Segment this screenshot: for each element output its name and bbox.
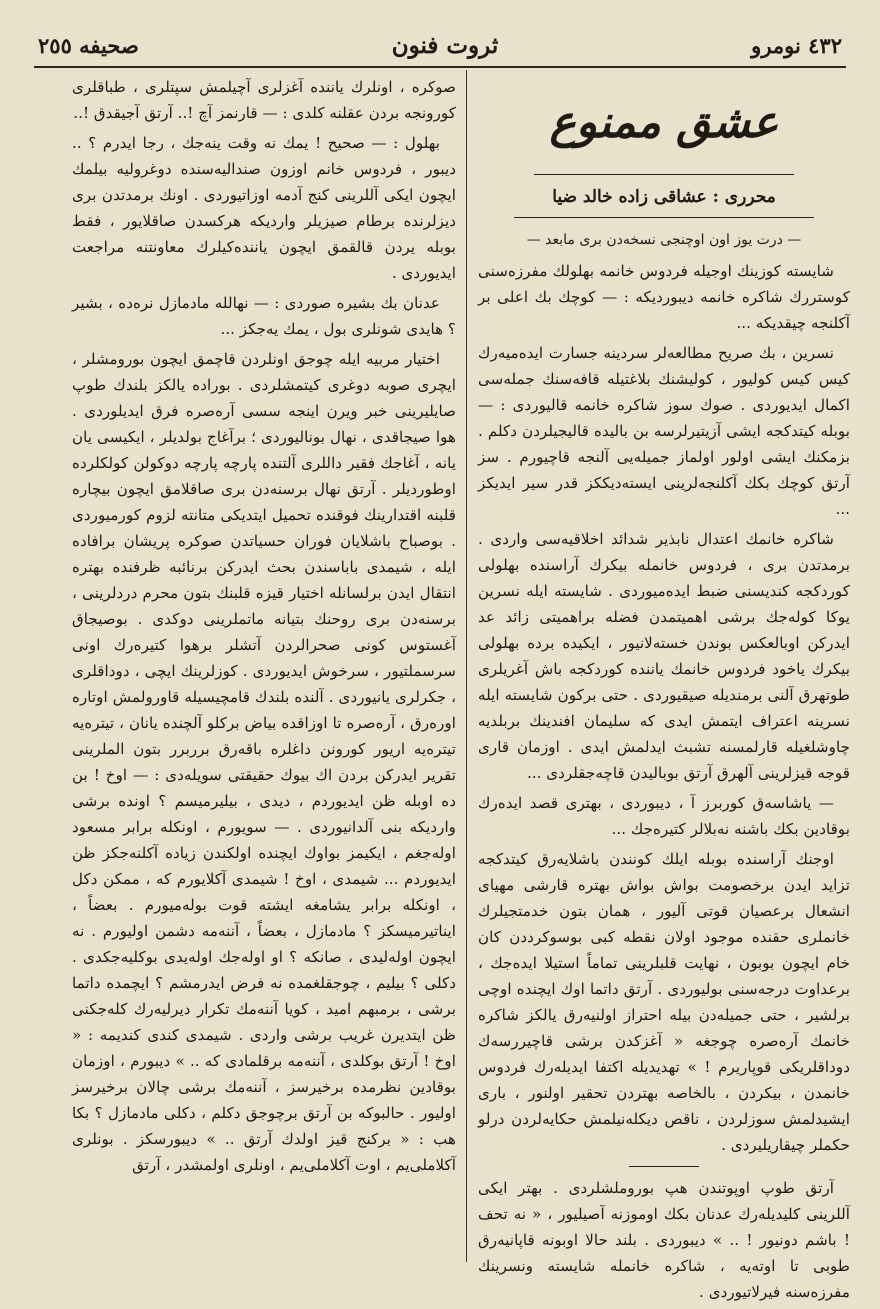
right-column xyxy=(478,74,850,1309)
story-title-block xyxy=(478,74,850,170)
issue-number: ٤٣٢ نومرو xyxy=(751,32,842,58)
column-divider xyxy=(466,70,467,1262)
journal-name: ثروت فنون xyxy=(391,31,499,59)
paragraph: اختیار مربیه ایله چوجق اونلردن قاچمق ایچون بورومشلر ، ایچری صوبه دوغری کیتمشلردی . بوراده یالکز بلندك طوپ صایلیرینی خبر ویرن اینجه سسی آره‌صره فرق ایدیلوردی . هوا صیجاقدی ، نهال بونالیوردی ؛ برآغاج بولدیلر ، ایکیسی یان یانه ، آغاجك فقیر داللری آلتنده پارچه پارچه دوکولن کولکلرده اوطوردیلر . آرتق نهال برسنه‌دن بری صاقلامق ایچون بیچاره قلبنه اقتدارینك فوقنده تحمیل ایتدیکی متانته لزوم کورمیوردی . بوصباح باشلایان فوران حسیاتدن صوکره پریشان برافاده ایله ، شیمدی باباسندن بحث ایدرکن برنائبه ظرفنده بهتره انتقال ایدن برلسانله اختیار قیزه قلبنك بتون محرم دردلرینی ، برسنه‌دن بری روحنك بتیانه ماتملرینی دوکدی . بوصیجاق آغستوس کونی صحرالردن آتشلر برهوا کتیره‌رك اونی سرسملتیور ، سرخوش ایدیوردی . کوزلرینك ایچی ، دوداقلری ، جکرلری یانیوردی . آلنده بلندك قامچیسیله قاورولمش اوتاره اوره‌رق ، آره‌صره تا اوزاقده بیاض برکلو آلچنده یانان ، تیتره‌یه تیتره‌یه اریور کورونن داغلره باقه‌رق برربرر بتون الملرینی تقریر ایدرکن بردن اك بیوك حقیقتی سویله‌دی : — اوخ ! بن ده اوبله ظن ایدیوردم ، دیدی ، بیلیرمیسم ؟ اونده برشی واردیکه بنی آلدانیوردی . — سویورم ، اونکله برابر مسعود اوله‌جغم ، ایکیمز بواوك ایچنده اولکندن زیاده آکلنه‌جکز ظن ایدیوردم ... شیمدی ، اوخ ! شیمدی آکلایورم که ، ممکن دکل ، اونکله برابر یشامغه ایشته قوت بوله‌میورم . بعضاً ، ایناتیرمیسکز ؟ مادمازل ، بعضاً ، آننه‌مه دشمن اولیورم . نه ایچون اوله‌لیدی ، صانکه ؟ او اوله‌جك اوله‌یدی بوکلیه‌جکدی . دکلی ؟ بیلیم ، چوجقلغمده نه فرض ایدرمشم ؟ ایچمده داتما برشی ، برمبهم امید ، کویا آننه‌مك تکرار دیرلیه‌رك کله‌جکنی ظن ایتدیرن غریب برشی واردی . شیمدی کندی کندیمه : « اوخ ! آرتق بوکلدی ، آننه‌مه برقلمادی که .. » دیبورم ، اوزمان بوقادین نظرمده برخیرسز ، آننه‌مك برشی چالان برخیرسز اولیور . حالبوکه بن آرتق برچوجق دکلم ، دکلی مادمازل ؟ بکا هب : « برکنج قیز اولدك آرتق .. » دیبورسکز . بونلری آکلاملی‌یم ، اوت آکلاملی‌یم ، اونلری اولمشدر ، آرتق xyxy=(72,350,456,1174)
serial-note: — درت یوز اون اوچنجی نسخه‌دن بری مابعد — xyxy=(526,232,802,248)
paragraph: — یاشاسه‌ق کوربرز آ ، دیبوردی ، بهتری قصد ایده‌رك بوقادین بکك باشنه نه‌بلالر کتیره‌جك ... xyxy=(478,794,850,838)
story-byline: محرری : عشاقی زاده خالد ضیا xyxy=(552,187,776,207)
paragraph: آرتق طوپ اوپوتندن هپ بوروملشلردی . بهتر ایکی آللرینی کلیدیله‌رك عدنان بکك اوموزنه آصیلیور ، « نه تحف ! باشم دونیور ! .. » دیبوردی . بلند حالا اوبونه قاپانیه‌رق طوبی تا اوته‌یه ، شاکره خانمله شایسته ونسرینك مفرزه‌سنه فیرلاتیوردی . xyxy=(478,1179,850,1301)
paragraph: بهلول : — صحیح ! یمك نه وقت ینه‌جك ، رجا ایدرم ؟ .. دیبور ، فردوس خانم اوزون صندالیه‌سنده دوغرولیه بیلمك ایچون ایکی آللرینی کنج آدمه اوزاتیوردی . اونك برمدتدن بری دیزلرنده برطام صیزیلر واردیکه هرکسدن صاقلایور ، فقط بوبله یردن قالقمق ایچون یاننده‌کیلرك معاونتنه مراجعت ایدیوردی . xyxy=(72,134,456,282)
title-rule xyxy=(534,174,794,175)
header-rule xyxy=(34,66,846,68)
paragraph: عدنان بك بشیره صوردی : — نهالله مادمازل نره‌ده ، بشیر ؟ هایدی شونلری بول ، یمك یه‌جکز ... xyxy=(72,294,456,338)
paragraph: شایسته کوزینك اوجیله فردوس خانمه بهلولك مفرزه‌سنی کوستررك شاکره خانمه دیبوردیکه : — کوچك بك اعلی بر آکلنجه چیقدیکه ... xyxy=(478,262,850,332)
page-header xyxy=(38,22,842,68)
paragraph: شاکره خانمك اعتدال نابذیر شدائد اخلاقیه‌سی واردی . برمدتدن بری ، فردوس خانمله بیکرك آراسنده بهلولی کوردکجه کندیسنی ضبط ایده‌میوردی . شایسته ایله نسرین یوکا کوله‌جك برشی اهمیتمدن فضله براهمیتی زائد عد ایدرکن اوبالعکس بوندن خسته‌لانیور ، ایکیده برده بهلولی بیکرك یاخود فردوس خانمك یاننده کوردکجه باش آغریلری طوتهرق آلنی برمندیله صیقیوردی . حتی برکون شایسته ایله نسرینه اعتراف ایتمش ایدی که سلیمان افندینك بربلدیه چاوشلغیله قارلمسنه تشبث ایدلمش ایدی . اوزمان قاری قوجه قیزلرینی آلهرق آرتق بوبالیدن قاچه‌جقلردی ... xyxy=(478,530,850,782)
story-title: عشق ممنوع xyxy=(549,96,779,148)
left-column xyxy=(72,74,456,1182)
page-number: صحیفه ٢٥٥ xyxy=(38,32,139,58)
section-separator xyxy=(629,1166,699,1167)
byline-rule xyxy=(514,217,814,218)
paragraph: صوکره ، اونلرك یاننده آغزلری آچیلمش سپتلری ، طباقلری کورونجه بردن عقلنه کلدی : — قارنمز آچ !.. آرتق آجیقدق !.. xyxy=(72,78,456,122)
paragraph: اوجنك آراسنده بوبله ایلك کونندن باشلایه‌رق کیتدکجه تزاید ایدن برخصومت بواش بواش بهتره قارشی مهیای انشعال برعصیان قوتی آلیور ، همان بتون خدمتجیلرك خانملری حقنده موجود اولان نقطه کبی بوسوکرددن کان خام ایچون بوبون ، نهایت قلبلرینی تماماً استیلا ایده‌جك ، برعداوت درجه‌سنی بولیوردی . آرتق داتما اوك ایچنده اوچی برلشیر ، حتی جمیله‌دن بیله احتراز اولنیه‌رق یالکز شاکره خانمك آره‌صره چوجغه « آغزکدن برشی قاچیررسه‌ك دوداقلریکی قوپاریرم ! » تهدیدیله اکتفا ایدیله‌رك فردوس خانمدن ، بیکردن ، بالخاصه بهتردن تحقیر اولنور ، باری ایشیدلمش سوزلردن ، ناقص دیکله‌نیلمش حکایه‌لردن درلو حکملر چیقاریلیردی . xyxy=(478,850,850,1154)
paragraph: نسرین ، بك صریح مطالعه‌لر سردینه جسارت ایده‌میه‌رك کیس کیس کولیور ، کولیشنك بلاغتیله قافه‌سنك جمله‌سی اکمال ایدیوردی . صوك سوز شاکره خانمه قالیوردی : — بوبله کیتدکجه ایشی آزیتیرلرسه بن بالیده قالیجیلردن دکلم . بزمکنك ایشی اولور اولماز جمیله‌یی آلنجه قاچیورم . سز آرتق کوچك بکك آکلنجه‌لرینی ایسته‌دیککز قدر سیر ایدیکز ... xyxy=(478,344,850,518)
